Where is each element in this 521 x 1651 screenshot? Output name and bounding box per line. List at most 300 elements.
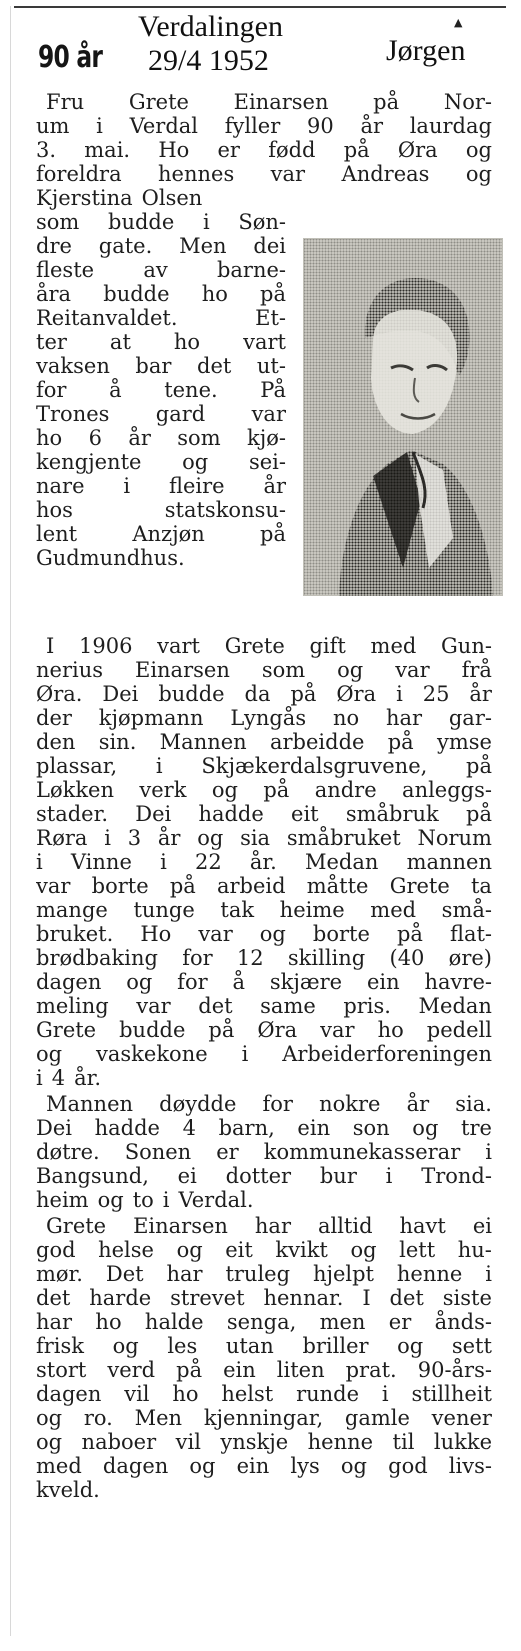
text-line xyxy=(36,994,492,1018)
word: og xyxy=(465,138,492,162)
word: Anzjøn xyxy=(132,522,205,546)
word: Einarsen xyxy=(233,90,329,114)
text-line xyxy=(36,1116,492,1140)
word: var xyxy=(320,1018,355,1042)
word: Øra xyxy=(397,138,438,162)
text-line xyxy=(36,186,286,210)
text-line xyxy=(36,138,492,162)
word: barn, xyxy=(218,1116,275,1140)
word: henne xyxy=(307,1430,374,1454)
word: mør. xyxy=(36,1262,83,1286)
word: vaskekone xyxy=(96,1042,208,1066)
word: hadde xyxy=(198,802,264,826)
word: og xyxy=(36,1406,63,1430)
text-line xyxy=(36,234,286,258)
word: har xyxy=(385,706,423,730)
word: budde xyxy=(103,282,170,306)
word: på xyxy=(169,874,196,898)
word: ut- xyxy=(256,354,286,378)
text-line xyxy=(36,826,492,850)
word: laurdag xyxy=(409,114,492,138)
word: og xyxy=(337,658,364,682)
word: og xyxy=(176,1238,203,1262)
word: år. xyxy=(249,850,277,874)
word: same xyxy=(260,994,316,1018)
word: år xyxy=(469,682,492,706)
word: og xyxy=(36,1430,63,1454)
word: hadde xyxy=(94,1116,160,1140)
word: Lyngås xyxy=(230,706,307,730)
text-line xyxy=(36,1406,492,1430)
word: i xyxy=(241,1042,249,1066)
word: og xyxy=(259,922,286,946)
word: ånds- xyxy=(434,1310,492,1334)
word: Det xyxy=(105,1262,144,1286)
word: i xyxy=(104,826,111,850)
word: i xyxy=(202,210,210,234)
word: kengjente xyxy=(36,450,142,474)
word: Kjerstina xyxy=(36,186,133,210)
word: ynskje xyxy=(220,1430,289,1454)
word: nerius xyxy=(36,658,104,682)
word: Nor- xyxy=(443,90,492,114)
word: Ho xyxy=(140,922,172,946)
word: gate. xyxy=(98,234,153,258)
word: skilling xyxy=(287,946,366,970)
text-line xyxy=(36,354,286,378)
word: og xyxy=(112,1334,139,1358)
word: ei xyxy=(472,1214,492,1238)
word: som xyxy=(261,658,306,682)
word: Mannen xyxy=(46,1092,134,1116)
word: havre- xyxy=(424,970,492,994)
word: dagen xyxy=(36,1382,102,1406)
word: stader. xyxy=(36,802,109,826)
text-line xyxy=(36,1214,492,1238)
word: på xyxy=(343,138,370,162)
word: i xyxy=(96,114,103,138)
word: (40 xyxy=(389,946,425,970)
word: i xyxy=(36,850,43,874)
word: 12 xyxy=(236,946,264,970)
word: utan xyxy=(225,1334,274,1358)
word: for xyxy=(36,378,67,402)
word: vart xyxy=(243,330,286,354)
text-line xyxy=(36,1334,492,1358)
word: nokre xyxy=(319,1092,381,1116)
text-line xyxy=(36,850,492,874)
word: Norum xyxy=(417,826,492,850)
text-line xyxy=(36,498,286,522)
text-line xyxy=(36,258,286,282)
word: mai. xyxy=(84,138,131,162)
clipping-edge xyxy=(10,6,11,1636)
word: kjenningar, xyxy=(203,1406,324,1430)
text-line xyxy=(36,946,492,970)
word: Verdal. xyxy=(178,1188,254,1212)
word: det xyxy=(389,1286,424,1310)
article-paragraph-1 xyxy=(36,90,492,570)
word: sin. xyxy=(98,730,137,754)
word: Einarsen xyxy=(133,1214,228,1238)
word: på xyxy=(387,730,414,754)
word: døtre. xyxy=(36,1140,100,1164)
word: kjøpmann xyxy=(98,706,204,730)
text-line xyxy=(36,426,286,450)
word: helst xyxy=(221,1382,274,1406)
word: har xyxy=(166,1262,203,1286)
word: var xyxy=(198,922,233,946)
text-line xyxy=(36,706,492,730)
word: i xyxy=(485,1262,492,1286)
newspaper-name-annotation: Verdalingen xyxy=(138,10,283,43)
word: i xyxy=(155,754,163,778)
word: og xyxy=(182,450,209,474)
word: der xyxy=(36,706,72,730)
word: år xyxy=(406,1092,430,1116)
word: I xyxy=(362,1286,371,1310)
word: det xyxy=(36,1286,71,1310)
word: lent xyxy=(36,522,78,546)
word: foreldra xyxy=(36,162,122,186)
word: Bangsund, xyxy=(36,1164,149,1188)
word: det xyxy=(198,994,233,1018)
word: i xyxy=(162,1188,170,1212)
word: flat- xyxy=(449,922,492,946)
word: kvikt xyxy=(275,1238,328,1262)
word: og xyxy=(465,162,492,186)
word: anleggs- xyxy=(402,778,492,802)
word: og xyxy=(197,826,224,850)
word: på xyxy=(396,922,423,946)
word: ter xyxy=(36,330,67,354)
text-line xyxy=(36,1286,492,1310)
word: har xyxy=(254,1214,291,1238)
word: um xyxy=(36,114,70,138)
word: dre xyxy=(36,234,72,258)
text-line xyxy=(36,1092,492,1116)
word: Men xyxy=(179,234,227,258)
word: ein xyxy=(223,1358,256,1382)
text-line xyxy=(36,754,492,778)
text-line xyxy=(36,1430,492,1454)
word: Skjækerdalsgruvene, xyxy=(201,754,428,778)
word: i xyxy=(385,1164,393,1188)
word: heim xyxy=(36,1188,89,1212)
word: Grete xyxy=(389,874,450,898)
word: det xyxy=(197,354,232,378)
text-line xyxy=(36,90,492,114)
word: Søn- xyxy=(238,210,286,234)
word: budde xyxy=(158,682,225,706)
word: strevet xyxy=(170,1286,245,1310)
word: sett xyxy=(451,1334,492,1358)
word: som xyxy=(177,426,221,450)
word: hennar. xyxy=(263,1286,344,1310)
word: på xyxy=(176,1358,203,1382)
word: mannen xyxy=(406,850,492,874)
word: er xyxy=(216,1140,239,1164)
text-line xyxy=(36,1310,492,1334)
text-line xyxy=(36,1188,492,1212)
word: Øra. xyxy=(36,682,83,706)
word: harde xyxy=(89,1286,152,1310)
word: hjelpt xyxy=(312,1262,374,1286)
text-line xyxy=(36,450,286,474)
text-line xyxy=(36,402,286,426)
word: pris. xyxy=(343,994,391,1018)
word: ro. xyxy=(83,1406,113,1430)
word: Grete xyxy=(224,634,285,658)
word: til xyxy=(392,1430,415,1454)
word: 22 xyxy=(194,850,222,874)
word: eit xyxy=(291,802,319,826)
word: og xyxy=(36,1042,63,1066)
word: i xyxy=(396,682,403,706)
word: åra xyxy=(36,282,72,306)
text-line xyxy=(36,1066,492,1090)
text-line xyxy=(36,330,286,354)
word: Gun- xyxy=(441,634,492,658)
word: gift xyxy=(309,634,346,658)
word: tak xyxy=(220,898,255,922)
word: tre xyxy=(461,1116,492,1140)
word: livs- xyxy=(448,1454,492,1478)
text-line xyxy=(36,546,286,570)
word: dei xyxy=(253,234,286,258)
text-line xyxy=(36,114,492,138)
word: barne- xyxy=(216,258,286,282)
word: 4 xyxy=(51,1066,66,1090)
word: for xyxy=(262,1092,293,1116)
word: å xyxy=(109,378,122,402)
word: briller xyxy=(302,1334,369,1358)
word: måtte xyxy=(306,874,369,898)
word: var xyxy=(395,658,430,682)
article-headline: 90 år xyxy=(38,40,103,75)
word: verk xyxy=(139,778,187,802)
word: 1906 xyxy=(78,634,133,658)
word: prat. xyxy=(345,1358,397,1382)
text-line xyxy=(36,282,286,306)
word: for xyxy=(177,970,208,994)
word: to xyxy=(132,1188,154,1212)
word: Trones xyxy=(36,402,110,426)
article-paragraph-3 xyxy=(36,1092,492,1212)
word: 25 xyxy=(422,682,450,706)
text-line xyxy=(36,378,286,402)
word: å xyxy=(232,970,246,994)
word: Ho xyxy=(158,138,190,162)
text-line xyxy=(36,1358,492,1382)
word: meling xyxy=(36,994,109,1018)
word: 90-års- xyxy=(417,1358,492,1382)
word: sei- xyxy=(248,450,286,474)
word: vil xyxy=(124,1382,150,1406)
word: med xyxy=(36,1454,82,1478)
word: Trond- xyxy=(421,1164,492,1188)
word: Gudmundhus. xyxy=(36,546,185,570)
word: dagen xyxy=(36,970,102,994)
word: budde xyxy=(108,210,175,234)
word: god xyxy=(388,1454,428,1478)
word: og xyxy=(340,1454,367,1478)
word: verd xyxy=(107,1358,156,1382)
word: ein xyxy=(297,1116,331,1140)
word: på xyxy=(260,522,286,546)
word: halde xyxy=(144,1310,204,1334)
word: på xyxy=(466,802,492,826)
word: borte xyxy=(91,874,149,898)
word: og xyxy=(211,778,238,802)
word: i xyxy=(123,474,131,498)
word: borte xyxy=(312,922,370,946)
word: no xyxy=(332,706,360,730)
word: fleire xyxy=(168,474,225,498)
word: er xyxy=(388,1310,412,1334)
word: Olsen xyxy=(141,186,203,210)
word: 6 xyxy=(88,426,102,450)
word: sia. xyxy=(455,1092,492,1116)
word: og xyxy=(350,1238,377,1262)
word: vart xyxy=(157,634,200,658)
word: budde xyxy=(119,1018,186,1042)
word: lys xyxy=(290,1454,320,1478)
word: bur xyxy=(319,1164,357,1188)
word: øre) xyxy=(448,946,492,970)
word: Arbeiderforeningen xyxy=(282,1042,492,1066)
word: ein xyxy=(236,1454,270,1478)
word: henne xyxy=(396,1262,463,1286)
word: på xyxy=(208,1018,235,1042)
text-line xyxy=(36,1478,492,1502)
word: på xyxy=(263,778,290,802)
article-paragraph-4 xyxy=(36,1214,492,1502)
word: og xyxy=(126,970,153,994)
word: Røra xyxy=(36,826,88,850)
word: lett xyxy=(399,1238,436,1262)
word: små- xyxy=(441,898,492,922)
word: runde xyxy=(296,1382,360,1406)
word: 3. xyxy=(36,138,57,162)
word: den xyxy=(36,730,76,754)
text-line xyxy=(36,1454,492,1478)
word: Et- xyxy=(255,306,286,330)
word: arbeid xyxy=(216,874,286,898)
word: ein xyxy=(366,970,400,994)
word: skjære xyxy=(269,970,343,994)
word: Grete xyxy=(128,90,189,114)
text-line xyxy=(36,162,492,186)
text-line xyxy=(36,1238,492,1262)
word: Dei xyxy=(102,682,139,706)
word: vaksen xyxy=(36,354,110,378)
word: gar- xyxy=(448,706,492,730)
word: på xyxy=(373,90,400,114)
text-line xyxy=(36,1018,492,1042)
word: lukke xyxy=(433,1430,492,1454)
word: kommunekasserar xyxy=(263,1140,461,1164)
word: Løkken xyxy=(36,778,114,802)
word: men xyxy=(319,1310,366,1334)
word: liten xyxy=(276,1358,325,1382)
word: brødbaking xyxy=(36,946,158,970)
word: i xyxy=(36,1066,43,1090)
word: av xyxy=(143,258,168,282)
word: Dei xyxy=(135,802,172,826)
word: fleste xyxy=(36,258,95,282)
word: les xyxy=(167,1334,198,1358)
text-line xyxy=(36,1140,492,1164)
text-line xyxy=(36,658,492,682)
word: og xyxy=(189,1454,216,1478)
text-line xyxy=(36,1042,492,1066)
word: statskonsu- xyxy=(164,498,286,522)
word: har xyxy=(36,1310,73,1334)
word: var xyxy=(36,874,71,898)
word: ho xyxy=(36,426,63,450)
word: Einarsen xyxy=(134,658,230,682)
pin-mark-icon: ▲ xyxy=(454,16,463,29)
text-line xyxy=(36,682,492,706)
word: havt xyxy=(399,1214,446,1238)
date-annotation: 29/4 1952 xyxy=(148,44,269,77)
word: På xyxy=(260,378,286,402)
word: ho xyxy=(172,1382,199,1406)
word: Grete xyxy=(46,1214,107,1238)
word: Grete xyxy=(36,1018,97,1042)
text-line xyxy=(36,802,492,826)
word: plassar, xyxy=(36,754,118,778)
text-line xyxy=(36,730,492,754)
word: sia xyxy=(240,826,271,850)
word: Dei xyxy=(36,1116,72,1140)
word: var xyxy=(270,162,306,186)
word: fyller xyxy=(224,114,281,138)
word: med xyxy=(370,634,417,658)
word: var xyxy=(251,402,286,426)
word: ho xyxy=(95,1310,122,1334)
word: gard xyxy=(155,402,206,426)
word: døydde xyxy=(159,1092,237,1116)
text-line xyxy=(36,898,492,922)
word: 4 xyxy=(182,1116,196,1140)
text-line xyxy=(36,1164,492,1188)
word: ho xyxy=(377,1018,404,1042)
word: Medan xyxy=(418,994,492,1018)
word: Reitanvaldet. xyxy=(36,306,178,330)
word: ta xyxy=(470,874,492,898)
word: at xyxy=(109,330,131,354)
word: år xyxy=(360,114,383,138)
word: Øra xyxy=(336,682,377,706)
word: 90 xyxy=(306,114,334,138)
text-line xyxy=(36,474,286,498)
word: bar xyxy=(135,354,172,378)
word: og xyxy=(97,1188,124,1212)
word: og xyxy=(397,1334,424,1358)
word: tene. xyxy=(164,378,218,402)
word: på xyxy=(260,282,286,306)
text-line xyxy=(36,1262,492,1286)
word: hos xyxy=(36,498,73,522)
word: naboer xyxy=(81,1430,157,1454)
word: er xyxy=(217,138,240,162)
word: Medan xyxy=(304,850,379,874)
word: Verdal xyxy=(129,114,198,138)
word: I xyxy=(46,634,55,658)
word: år xyxy=(128,426,151,450)
